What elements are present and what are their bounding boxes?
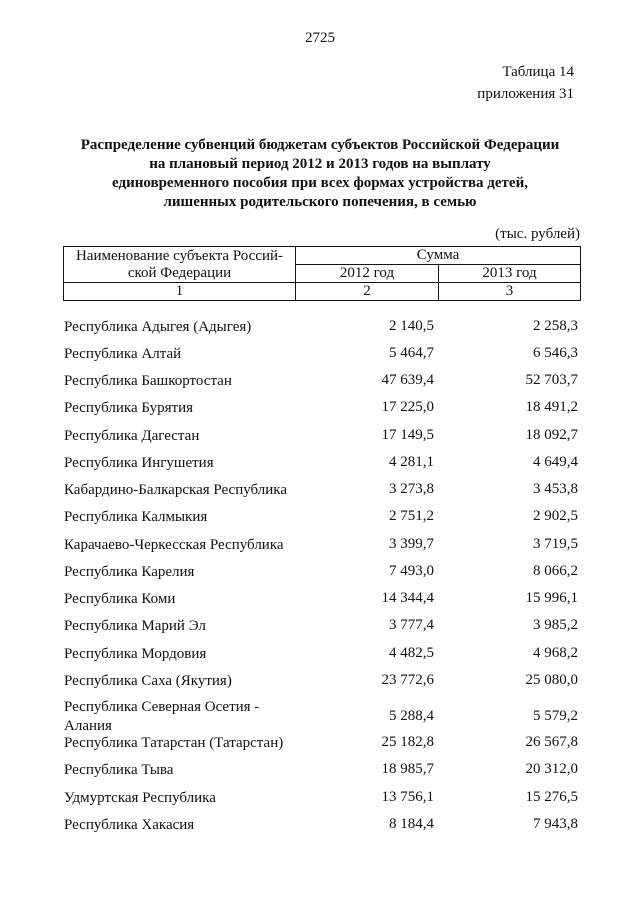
page-number: 2725 [305,30,335,46]
value-2012: 4 281,1 [389,454,434,470]
header-col-number: 2 [296,283,439,301]
header-sum: Сумма [296,247,581,265]
document-title [60,136,580,212]
value-2013: 4 649,4 [533,454,578,470]
value-2012: 23 772,6 [381,672,434,688]
region-name: Республика Северная Осетия - Алания [64,699,260,734]
value-2012: 14 344,4 [381,590,434,606]
value-2012: 17 225,0 [381,399,434,415]
value-2012: 2 140,5 [389,318,434,334]
value-2012: 2 751,2 [389,508,434,524]
header-col-number: 1 [64,283,296,301]
region-name: Удмуртская Республика [64,790,216,806]
region-name: Кабардино-Балкарская Республика [64,482,288,498]
value-2012: 5 464,7 [389,345,434,361]
title-line: Распределение субвенций бюджетам субъектов Российской Федерации [80,137,560,153]
value-2012: 8 184,4 [389,816,434,832]
region-name: Республика Карелия [64,564,195,580]
title-line: на плановый период 2012 и 2013 годов на выплату [149,156,491,172]
region-name: Республика Калмыкия [64,509,208,525]
value-2013: 18 092,7 [525,427,578,443]
header-name-column: Наименование субъекта Россий-ской Федерации [64,247,296,283]
value-2012: 18 985,7 [381,761,434,777]
table-header [63,246,581,301]
value-2013: 26 567,8 [525,734,578,750]
region-name: Республика Саха (Якутия) [64,673,232,689]
region-name: Республика Бурятия [64,400,194,416]
value-2013: 3 719,5 [533,536,578,552]
value-2013: 15 276,5 [525,789,578,805]
header-year-2012: 2012 год [296,265,439,283]
table-reference: Таблица 14 [502,64,574,80]
value-2013: 15 996,1 [525,590,578,606]
value-2012: 3 777,4 [389,617,434,633]
value-2012: 7 493,0 [389,563,434,579]
value-2013: 7 943,8 [533,816,578,832]
region-name: Республика Башкортостан [64,373,232,389]
value-2013: 18 491,2 [525,399,578,415]
region-name: Республика Тыва [64,762,174,778]
title-line: лишенных родительского попечения, в семью [163,194,477,210]
value-2013: 5 579,2 [533,708,578,724]
appendix-reference: приложения 31 [477,86,574,102]
value-2013: 2 902,5 [533,508,578,524]
value-2012: 13 756,1 [381,789,434,805]
value-2012: 5 288,4 [389,708,434,724]
region-name: Республика Коми [64,591,176,607]
value-2013: 6 546,3 [533,345,578,361]
value-2013: 4 968,2 [533,645,578,661]
region-name: Республика Дагестан [64,428,200,444]
region-name: Республика Ингушетия [64,455,214,471]
value-2012: 25 182,8 [381,734,434,750]
title-line: единовременного пособия при всех формах устройства детей, [112,175,528,191]
value-2013: 3 985,2 [533,617,578,633]
value-2012: 47 639,4 [381,372,434,388]
header-col-number: 3 [439,283,581,301]
region-name: Карачаево-Черкесская Республика [64,537,284,553]
region-name: Республика Адыгея (Адыгея) [64,319,252,335]
region-name: Республика Татарстан (Татарстан) [64,735,284,751]
value-2013: 2 258,3 [533,318,578,334]
region-name: Республика Мордовия [64,646,207,662]
value-2013: 52 703,7 [525,372,578,388]
region-name: Республика Хакасия [64,817,195,833]
value-2012: 17 149,5 [381,427,434,443]
region-name: Республика Марий Эл [64,618,206,634]
value-2013: 25 080,0 [525,672,578,688]
value-2012: 4 482,5 [389,645,434,661]
header-year-2013: 2013 год [439,265,581,283]
units-label: (тыс. рублей) [495,226,580,242]
value-2012: 3 273,8 [389,481,434,497]
value-2012: 3 399,7 [389,536,434,552]
value-2013: 3 453,8 [533,481,578,497]
value-2013: 8 066,2 [533,563,578,579]
value-2013: 20 312,0 [525,761,578,777]
region-name: Республика Алтай [64,346,182,362]
